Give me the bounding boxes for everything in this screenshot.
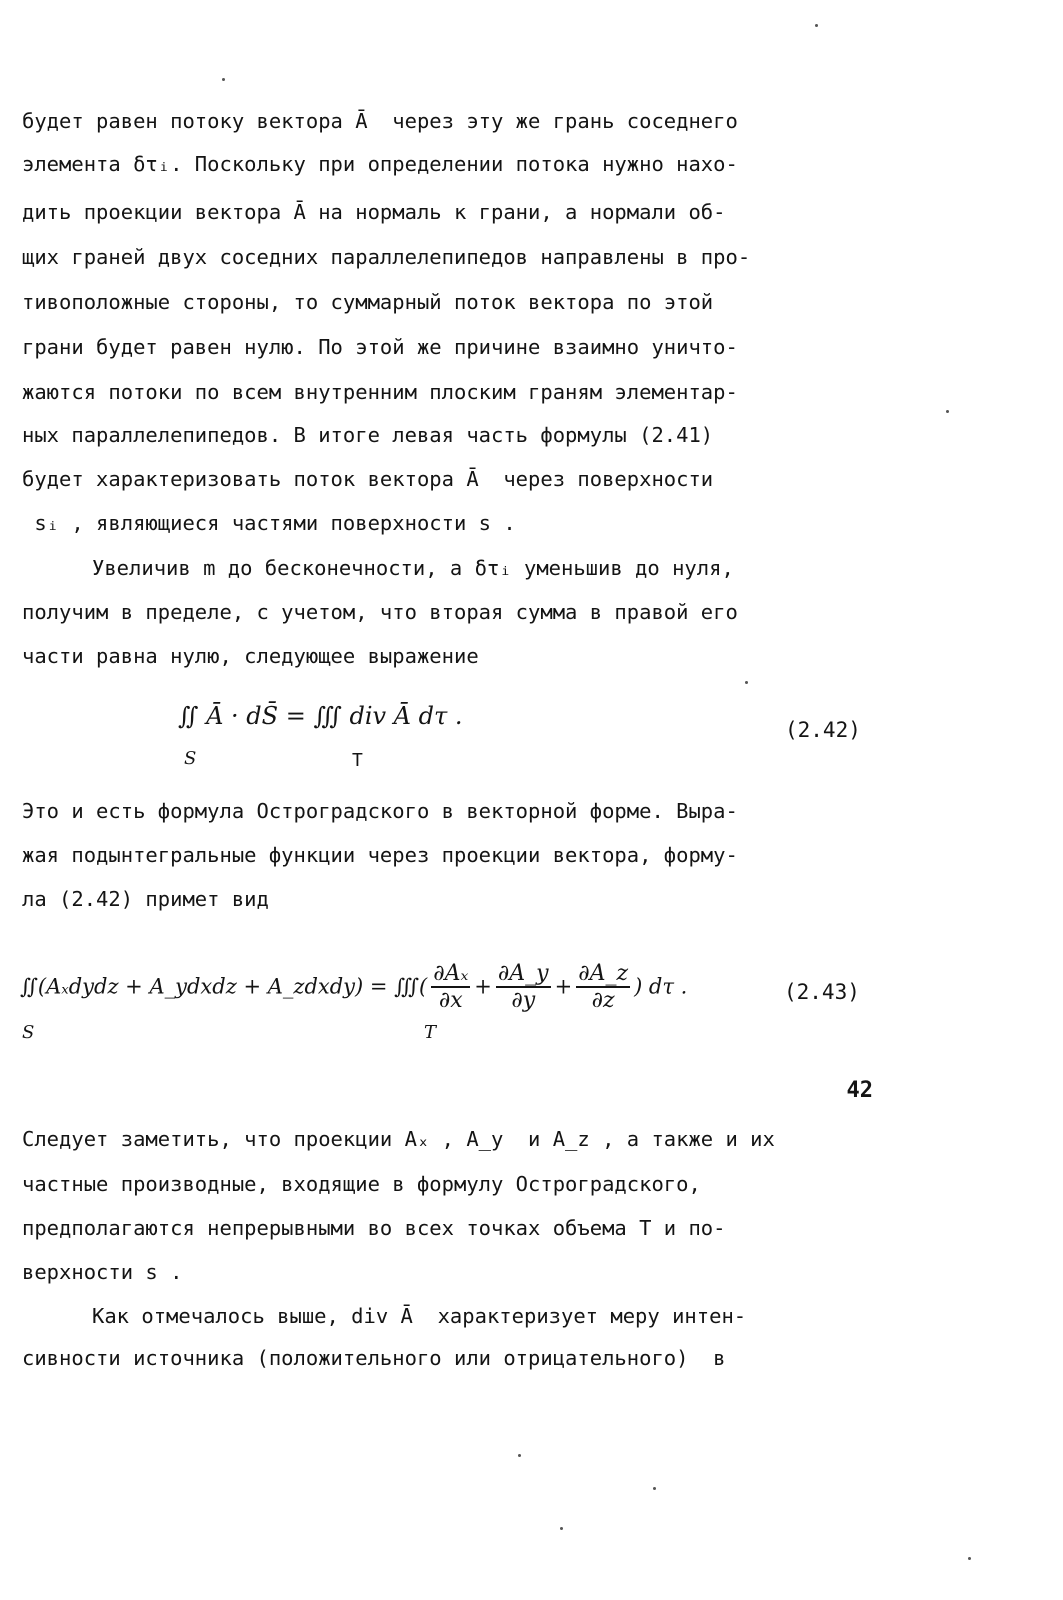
text-line: будет характеризовать поток вектора Ā через поверхности bbox=[22, 467, 714, 491]
scan-speck bbox=[653, 1487, 656, 1490]
integral-subscript: S bbox=[22, 1022, 35, 1043]
equation-number: (2.43) bbox=[784, 980, 860, 1004]
text-line: тивоположные стороны, то суммарный поток вектора по этой bbox=[22, 290, 714, 314]
equation-number: (2.42) bbox=[785, 718, 861, 742]
text-line: предполагаются непрерывными во всех точках объема T и по- bbox=[22, 1216, 726, 1240]
text-line: получим в пределе, с учетом, что вторая сумма в правой его bbox=[22, 600, 738, 624]
scan-speck bbox=[518, 1454, 521, 1457]
text-line: Следует заметить, что проекции Aₓ , A_y и A_z , а также и их bbox=[22, 1127, 775, 1151]
fraction: $\frac{\text{∂Aₓ}}{\partial x}$ bbox=[433, 961, 469, 1013]
text-line: сивности источника (положительного или отрицательного) в bbox=[22, 1346, 726, 1370]
text-line: ла (2.42) примет вид bbox=[22, 887, 269, 911]
text-line: будет равен потоку вектора Ā через эту же грань соседнего bbox=[22, 109, 738, 133]
text-line: Увеличив m до бесконечности, а δτᵢ уменьшив до нуля, bbox=[92, 556, 734, 580]
page-number: 42 bbox=[846, 1078, 873, 1103]
equation-2-42: ∬ Ā · dS̄ = ∭ div Ā dτ . bbox=[178, 702, 463, 730]
text-line: щих граней двух соседних параллелепипедов направлены в про- bbox=[22, 245, 751, 269]
fraction: $\frac{\partial A\_y}{\partial y}$ bbox=[497, 961, 549, 1013]
text-line: дить проекции вектора Ā на нормаль к грани, а нормали об- bbox=[22, 200, 726, 224]
text-line: элемента δτᵢ. Поскольку при определении потока нужно нахо- bbox=[22, 152, 738, 176]
text-line: Это и есть формула Остроградского в векторной форме. Выра- bbox=[22, 799, 738, 823]
text-line: sᵢ , являющиеся частями поверхности s . bbox=[22, 511, 516, 535]
integral-subscript: T bbox=[424, 1022, 437, 1043]
text-line: верхности s . bbox=[22, 1260, 183, 1284]
text-line: жая подынтегральные функции через проекции вектора, форму- bbox=[22, 843, 738, 867]
fraction: $\frac{\partial A\_z}{\partial z}$ bbox=[578, 961, 629, 1013]
scan-speck bbox=[968, 1557, 971, 1560]
text-line: Как отмечалось выше, div Ā характеризует меру интен- bbox=[92, 1304, 747, 1328]
integral-subscript: S bbox=[184, 748, 197, 769]
text-line: части равна нулю, следующее выражение bbox=[22, 644, 479, 668]
text-line: жаются потоки по всем внутренним плоским граням элементар- bbox=[22, 380, 738, 404]
scan-speck bbox=[560, 1527, 563, 1530]
equation-right-part: ) dτ . bbox=[634, 974, 688, 999]
scan-speck bbox=[815, 24, 818, 27]
scan-speck bbox=[745, 681, 748, 684]
scan-speck bbox=[222, 78, 225, 81]
equation-left-part: ∬(Aₓdydz + A_ydxdz + A_zdxdy) = ∭( bbox=[20, 974, 428, 999]
equation-2-43: ∬(Aₓdydz + A_ydxdz + A_zdxdy) = ∭( $\frac{\text{∂Aₓ}}{\partial x}$ + $\frac{\partial A\_y}{\partial y}$ + $\frac{\partial A\_z}{\partial z}$ ) dτ . bbox=[20, 961, 688, 1013]
text-line: грани будет равен нулю. По этой же причине взаимно уничто- bbox=[22, 335, 738, 359]
integral-subscript: T bbox=[352, 750, 363, 771]
text-line: частные производные, входящие в формулу Остроградского, bbox=[22, 1172, 701, 1196]
scan-speck bbox=[946, 410, 949, 413]
text-line: ных параллелепипедов. В итоге левая часть формулы (2.41) bbox=[22, 423, 714, 447]
